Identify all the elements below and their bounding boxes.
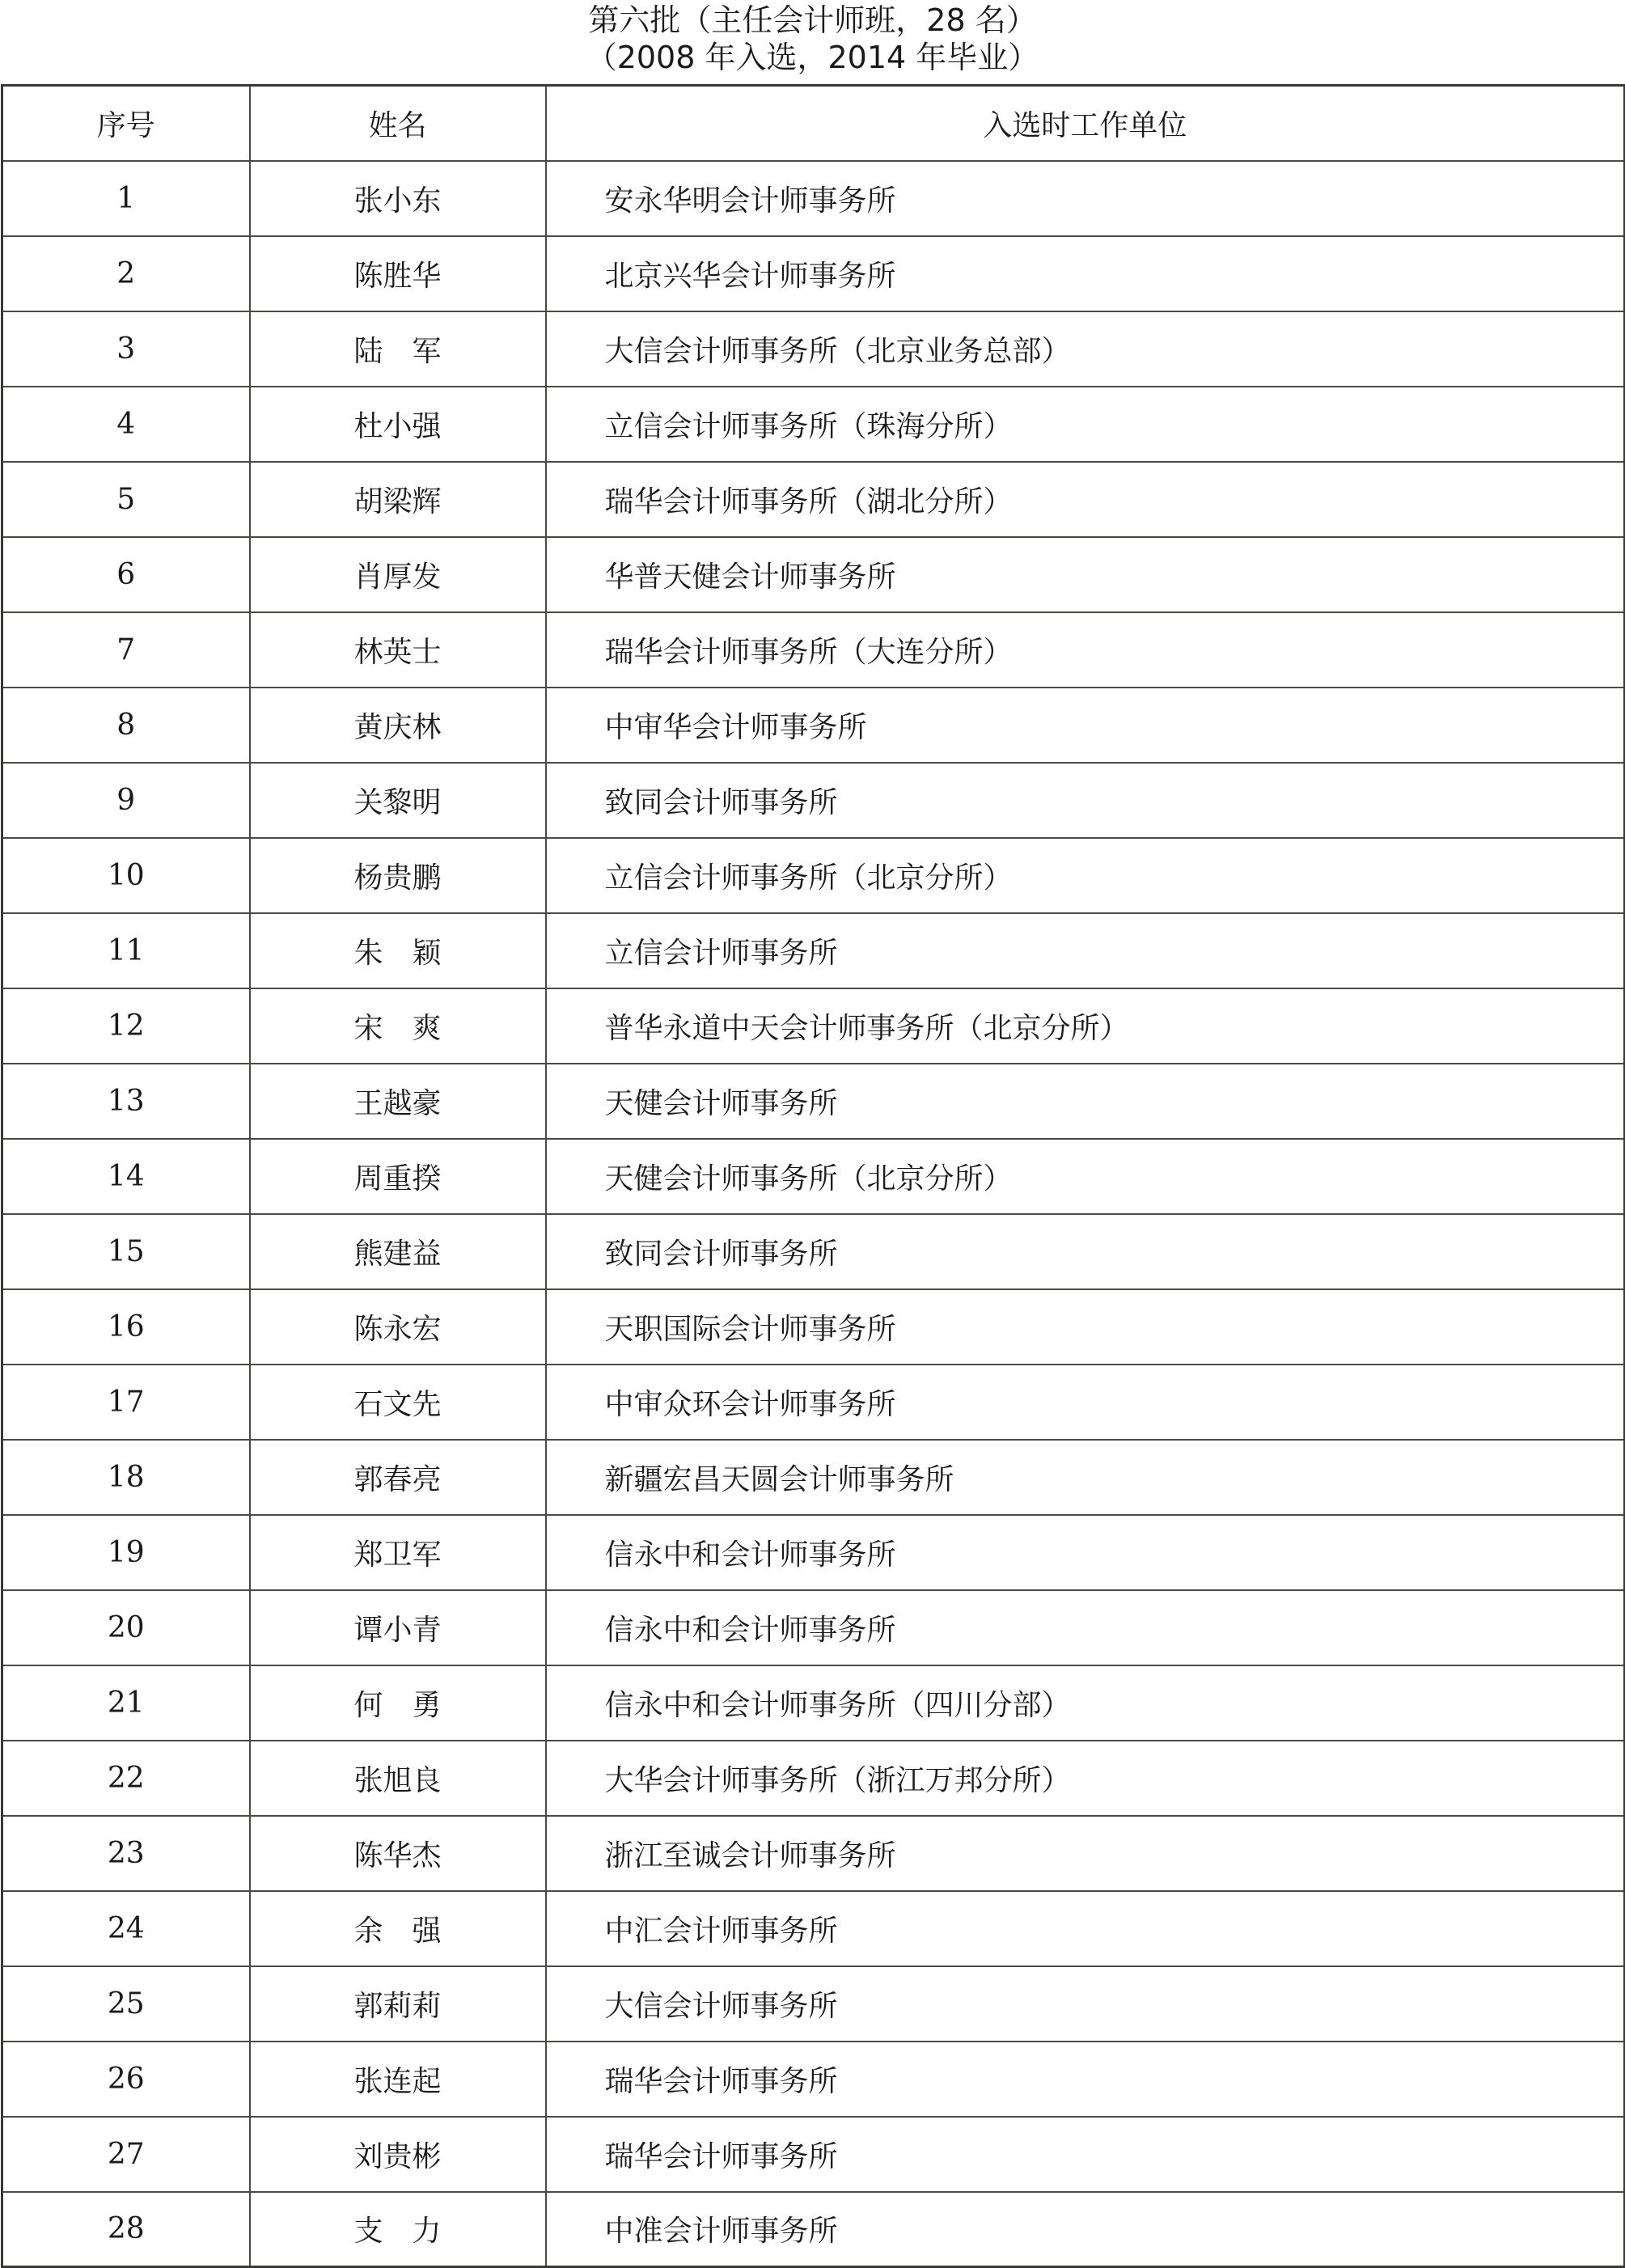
cell-name: 陆 军	[250, 311, 546, 387]
table-row	[2, 1139, 1625, 1214]
cell-number: 28	[2, 2192, 250, 2267]
cell-organization: 中准会计师事务所	[546, 2192, 1625, 2267]
table-row	[2, 838, 1625, 913]
table-body	[2, 161, 1625, 2267]
table-row	[2, 1214, 1625, 1289]
table-row	[2, 988, 1625, 1064]
cell-name: 陈华杰	[250, 1816, 546, 1891]
cell-number: 14	[2, 1139, 250, 1214]
cell-number: 15	[2, 1214, 250, 1289]
cell-name: 张旭良	[250, 1741, 546, 1816]
cell-organization: 瑞华会计师事务所	[546, 2042, 1625, 2117]
cell-name: 张小东	[250, 161, 546, 236]
cell-number: 24	[2, 1891, 250, 1966]
table-row	[2, 2042, 1625, 2117]
column-header-organization: 入选时工作单位	[546, 86, 1625, 161]
table-row	[2, 1515, 1625, 1590]
table-row	[2, 387, 1625, 462]
cell-number: 23	[2, 1816, 250, 1891]
cell-number: 11	[2, 913, 250, 988]
cell-number: 22	[2, 1741, 250, 1816]
table-row	[2, 1289, 1625, 1365]
cell-number: 1	[2, 161, 250, 236]
cell-organization: 新疆宏昌天圆会计师事务所	[546, 1440, 1625, 1515]
cell-number: 25	[2, 1966, 250, 2042]
page-subtitle: （2008 年入选，2014 年毕业）	[586, 40, 1039, 75]
table-row	[2, 612, 1625, 688]
table-row	[2, 1966, 1625, 2042]
cell-organization: 大信会计师事务所	[546, 1966, 1625, 2042]
table-row	[2, 688, 1625, 763]
cell-organization: 信永中和会计师事务所（四川分部）	[546, 1665, 1625, 1741]
cell-organization: 瑞华会计师事务所	[546, 2117, 1625, 2192]
cell-organization: 天健会计师事务所	[546, 1064, 1625, 1139]
cell-organization: 信永中和会计师事务所	[546, 1590, 1625, 1665]
cell-organization: 天健会计师事务所（北京分所）	[546, 1139, 1625, 1214]
cell-organization: 普华永道中天会计师事务所（北京分所）	[546, 988, 1625, 1064]
cell-name: 朱 颖	[250, 913, 546, 988]
cell-name: 关黎明	[250, 763, 546, 838]
cell-organization: 致同会计师事务所	[546, 1214, 1625, 1289]
cell-number: 8	[2, 688, 250, 763]
table-row	[2, 1816, 1625, 1891]
cell-organization: 立信会计师事务所（北京分所）	[546, 838, 1625, 913]
cell-name: 宋 爽	[250, 988, 546, 1064]
cell-number: 18	[2, 1440, 250, 1515]
cell-name: 何 勇	[250, 1665, 546, 1741]
cell-number: 4	[2, 387, 250, 462]
cell-organization: 华普天健会计师事务所	[546, 537, 1625, 612]
cell-number: 7	[2, 612, 250, 688]
cell-organization: 中汇会计师事务所	[546, 1891, 1625, 1966]
table-row	[2, 1440, 1625, 1515]
cell-name: 胡梁辉	[250, 462, 546, 537]
cell-name: 陈永宏	[250, 1289, 546, 1365]
table-row	[2, 236, 1625, 311]
cell-organization: 安永华明会计师事务所	[546, 161, 1625, 236]
cell-organization: 天职国际会计师事务所	[546, 1289, 1625, 1365]
table-row	[2, 161, 1625, 236]
page-title: 第六批（主任会计师班，28 名）	[588, 2, 1037, 38]
cell-number: 26	[2, 2042, 250, 2117]
cell-number: 16	[2, 1289, 250, 1365]
table-row	[2, 1365, 1625, 1440]
cell-organization: 大信会计师事务所（北京业务总部）	[546, 311, 1625, 387]
table-row	[2, 2117, 1625, 2192]
cell-name: 杜小强	[250, 387, 546, 462]
table-header-row	[2, 86, 1625, 161]
cell-name: 肖厚发	[250, 537, 546, 612]
cell-organization: 立信会计师事务所	[546, 913, 1625, 988]
cell-name: 黄庆林	[250, 688, 546, 763]
title-block	[0, 0, 1625, 76]
cell-number: 3	[2, 311, 250, 387]
table-row	[2, 763, 1625, 838]
cell-name: 谭小青	[250, 1590, 546, 1665]
cell-name: 张连起	[250, 2042, 546, 2117]
table-row	[2, 462, 1625, 537]
cell-number: 6	[2, 537, 250, 612]
cell-organization: 浙江至诚会计师事务所	[546, 1816, 1625, 1891]
cell-number: 13	[2, 1064, 250, 1139]
cell-name: 郭春亮	[250, 1440, 546, 1515]
table-row	[2, 537, 1625, 612]
cell-name: 石文先	[250, 1365, 546, 1440]
column-header-name: 姓名	[250, 86, 546, 161]
cell-organization: 瑞华会计师事务所（大连分所）	[546, 612, 1625, 688]
cell-organization: 北京兴华会计师事务所	[546, 236, 1625, 311]
cell-number: 10	[2, 838, 250, 913]
column-header-number: 序号	[2, 86, 250, 161]
roster-table	[1, 84, 1625, 2268]
cell-name: 杨贵鹏	[250, 838, 546, 913]
table-row	[2, 1064, 1625, 1139]
cell-name: 余 强	[250, 1891, 546, 1966]
cell-organization: 瑞华会计师事务所（湖北分所）	[546, 462, 1625, 537]
cell-name: 郑卫军	[250, 1515, 546, 1590]
cell-number: 17	[2, 1365, 250, 1440]
cell-organization: 大华会计师事务所（浙江万邦分所）	[546, 1741, 1625, 1816]
cell-number: 27	[2, 2117, 250, 2192]
cell-number: 20	[2, 1590, 250, 1665]
cell-organization: 信永中和会计师事务所	[546, 1515, 1625, 1590]
cell-organization: 中审众环会计师事务所	[546, 1365, 1625, 1440]
cell-name: 王越豪	[250, 1064, 546, 1139]
table-row	[2, 913, 1625, 988]
table-row	[2, 1665, 1625, 1741]
cell-name: 林英士	[250, 612, 546, 688]
table-row	[2, 1590, 1625, 1665]
cell-number: 9	[2, 763, 250, 838]
cell-number: 5	[2, 462, 250, 537]
cell-name: 熊建益	[250, 1214, 546, 1289]
cell-number: 2	[2, 236, 250, 311]
cell-number: 19	[2, 1515, 250, 1590]
table-row	[2, 1891, 1625, 1966]
cell-name: 支 力	[250, 2192, 546, 2267]
cell-name: 陈胜华	[250, 236, 546, 311]
cell-name: 刘贵彬	[250, 2117, 546, 2192]
cell-organization: 立信会计师事务所（珠海分所）	[546, 387, 1625, 462]
table-row	[2, 2192, 1625, 2267]
cell-name: 周重揆	[250, 1139, 546, 1214]
cell-number: 12	[2, 988, 250, 1064]
cell-number: 21	[2, 1665, 250, 1741]
cell-organization: 中审华会计师事务所	[546, 688, 1625, 763]
table-row	[2, 311, 1625, 387]
cell-organization: 致同会计师事务所	[546, 763, 1625, 838]
table-row	[2, 1741, 1625, 1816]
cell-name: 郭莉莉	[250, 1966, 546, 2042]
